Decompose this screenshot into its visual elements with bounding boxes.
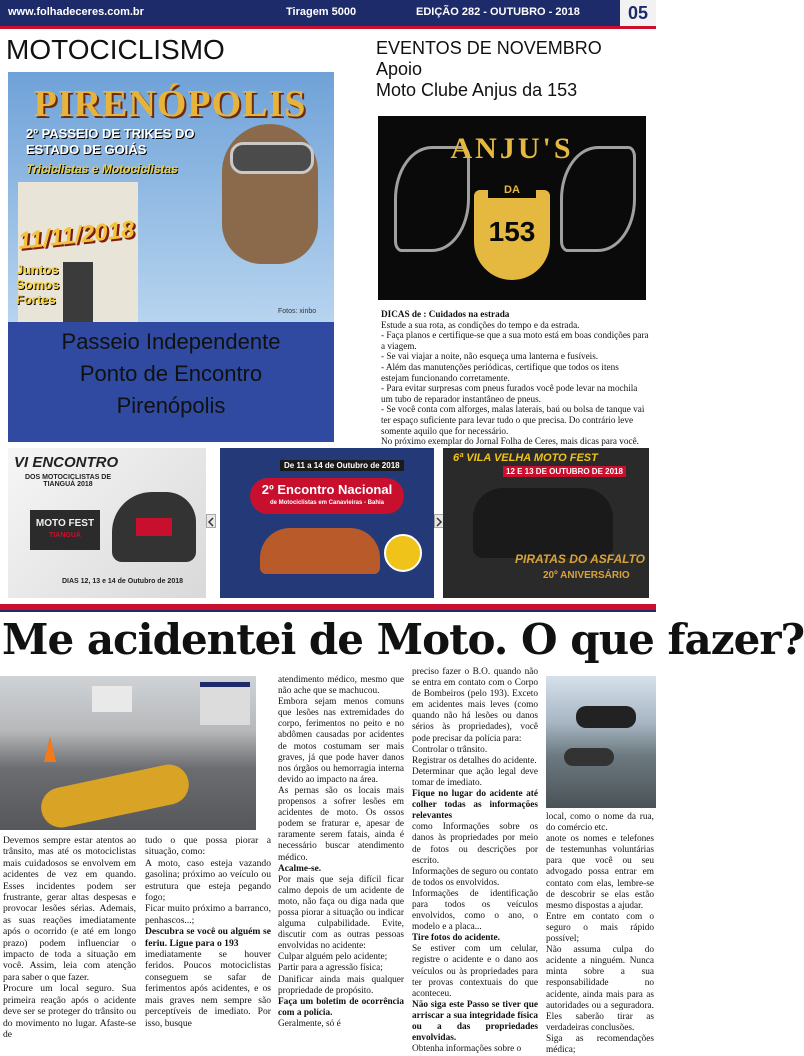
banner2-subtitle: de Motociclistas em Canavieiras - Bahia bbox=[269, 500, 385, 506]
banner3-anniversary: 20º ANIVERSÁRIO bbox=[543, 570, 630, 581]
site-url[interactable]: www.folhadeceres.com.br bbox=[8, 6, 144, 18]
article-paragraph: Siga as recomendações médica; bbox=[546, 1033, 654, 1055]
tips-line: No próximo exemplar do Jornal Folha de Ceres, mais dicas para você. bbox=[381, 436, 639, 447]
article-paragraph: tudo o que possa piorar a situação, como: bbox=[145, 835, 271, 858]
tips-line: Estude a sua rota, as condições do tempo e da estrada. bbox=[381, 319, 580, 330]
police-car-illustration bbox=[200, 682, 250, 725]
poster-info-line-1: Passeio Independente bbox=[61, 329, 281, 354]
article-paragraph: Devemos sempre estar atentos ao trânsito, mas até os motociclistas mais cuidadosos se envolvem em acidentes de vez em quando. Esses incidentes podem ser frustrante, gerar altas despesas e provocar lesões sérias. Ademais, as suas reações imediatamente após o ocorrido (e até em longo prazo) podem influenciar o impacto de toda a situação em você. Assim, leia com atenção para saber o que fazer. bbox=[3, 835, 136, 983]
pirenopolis-poster bbox=[8, 72, 334, 442]
poster-tagline: Triciclistas e Motociclistas bbox=[26, 162, 178, 176]
article-paragraph: Registrar os detalhes do acidente. bbox=[412, 755, 537, 766]
anjus-da: DA bbox=[488, 184, 536, 198]
anjus-name: ANJU'S bbox=[450, 132, 574, 165]
article-column-2 bbox=[145, 835, 271, 1029]
moto-fest-logo-sub: TIANGUÁ bbox=[49, 532, 81, 539]
article-paragraph: preciso fazer o B.O. quando não se entra em contato com o Corpo de Bombeiros (pelo 193). Exceto em acidentes mais leves (como quando não há lesões ou danos sérios às propriedades), você pode precisar da polícia para: bbox=[412, 667, 538, 744]
article-headline: Me acidentei de Moto. O que fazer? bbox=[2, 615, 804, 664]
crashed-bike-illustration bbox=[576, 706, 636, 728]
poster-date: 11/11/2018 bbox=[16, 215, 136, 256]
banner1-subtitle: DOS MOTOCICLISTAS DE TIANGUÁ 2018 bbox=[24, 474, 112, 488]
article-paragraph: Informações de identificação para todos os veículos envolvidos, como o ano, o modelo e a placa... bbox=[412, 888, 538, 933]
article-paragraph: Geralmente, só é bbox=[278, 1018, 341, 1029]
article-paragraph: As pernas são os locais mais propensos a sofrer lesões em acidentes de moto. Os ossos podem se fraturar e, apesar de raramente serem fatais, ainda é necessário buscar atendimento médico. bbox=[278, 785, 404, 863]
banner2-title: 2º Encontro Nacional bbox=[261, 482, 393, 497]
anjus-logo bbox=[378, 116, 646, 300]
header-divider bbox=[0, 26, 656, 29]
poster-title: PIRENÓPOLIS bbox=[33, 83, 307, 125]
chopper-illustration bbox=[260, 528, 380, 574]
fallen-motorcycle-illustration bbox=[37, 761, 192, 831]
article-paragraph: Não assuma culpa do acidente a ninguém. Nunca minta sobre a sua responsabilidade no acidente, ainda mais para as autoridades ou a seguradora. Eles saberão tirar as verdadeiras conclusões. bbox=[546, 945, 654, 1033]
traffic-cone-icon bbox=[44, 736, 56, 762]
article-paragraph: Ficar muito próximo a barranco, penhascos...; bbox=[145, 903, 271, 926]
poster-info-line-3: Pirenópolis bbox=[116, 393, 226, 418]
crashed-bike-photo bbox=[546, 676, 656, 808]
article-column-1 bbox=[3, 835, 136, 1040]
article-paragraph: Culpar alguém pelo acidente; bbox=[278, 952, 388, 963]
car-illustration bbox=[92, 686, 132, 712]
vila-velha-banner bbox=[443, 448, 649, 598]
banner1-title: VI ENCONTRO bbox=[14, 454, 119, 471]
tips-line: - Além das manutenções periódicas, certifique que todos os itens estejam funcionando corretamente. bbox=[381, 361, 619, 383]
bikers-photo bbox=[473, 488, 613, 558]
article-paragraph: A moto, caso esteja vazando gasolina; próximo ao veículo ou estrutura que esteja pegando fogo; bbox=[145, 857, 271, 904]
article-subheading: Faça um boletim de ocorrência com a polícia. bbox=[278, 996, 404, 1018]
canavieiras-banner bbox=[220, 448, 434, 598]
article-paragraph: atendimento médico, mesmo que não ache que se machucou. bbox=[278, 675, 404, 697]
article-column-3 bbox=[278, 675, 404, 1030]
article-paragraph: Informações de seguro ou contato de todos os envolvidos. bbox=[412, 866, 538, 888]
article-paragraph: anote os nomes e telefones de testemunhas voluntárias para que você ou seu advogado possa entrar em contato com elas, lembre-se de descobrir se elas estão mesmo dispostas a ajudar. bbox=[546, 834, 654, 911]
article-paragraph: local, como o nome da rua, do comércio etc. bbox=[546, 812, 654, 834]
carousel-prev-button[interactable] bbox=[206, 514, 216, 528]
chevron-left-icon bbox=[207, 516, 215, 528]
poster-slogan: Juntos Somos Fortes bbox=[16, 262, 60, 307]
article-paragraph: Se estiver com um celular, registre o acidente e o dano aos veículos ou às propriedades para ter provas contextuais do que aconteceu. bbox=[412, 944, 538, 999]
article-subheading: Descubra se você ou alguém se feriu. Ligue para o 193 bbox=[145, 926, 271, 949]
page-number: 05 bbox=[620, 0, 656, 26]
tips-line: - Se você conta com alforges, malas laterais, baú ou bolsa de tanque vai ter espaço suficiente para levar tudo o que precisa. Do contrário leve somente aquilo que for necessário. bbox=[381, 404, 645, 436]
article-paragraph: Partir para a agressão física; bbox=[278, 963, 383, 974]
article-paragraph: Entre em contato com o seguro o mais rápido possível; bbox=[546, 911, 654, 945]
edition-label: EDIÇÃO 282 - OUTUBRO - 2018 bbox=[416, 6, 580, 18]
motorcycle-fairing bbox=[136, 518, 172, 536]
events-heading bbox=[376, 38, 602, 101]
article-column-5 bbox=[546, 812, 654, 1056]
tips-line: - Faça planos e certifique-se que a sua moto está em boas condições para a viagem. bbox=[381, 330, 649, 351]
article-paragraph: Danificar ainda mais qualquer propriedade de propósito. bbox=[278, 974, 404, 996]
article-paragraph: Embora sejam menos comuns que lesões nas extremidades do corpo, ferimentos no peito e no abdômen causadas por acidentes de motos costumam ser mais graves, já que pode haver danos nos órgãos ou hemorragia interna devido ao impacto na área. bbox=[278, 697, 404, 785]
tips-title: DICAS de : Cuidados na estrada bbox=[381, 309, 510, 319]
poster-subtitle: 2º PASSEIO DE TRIKES DO ESTADO DE GOIÁS bbox=[26, 126, 195, 157]
article-paragraph: Controlar o trânsito. bbox=[412, 744, 488, 755]
article-column-4 bbox=[412, 667, 538, 1055]
article-subheading: Não siga este Passo se tiver que arriscar a sua integridade física ou a das propriedades envolvidas. bbox=[412, 999, 538, 1044]
banner3-title: 6ª VILA VELHA MOTO FEST bbox=[453, 452, 598, 464]
article-paragraph: como Informações sobre os danos às propriedades por meio de fotos ou descrições por escrito. bbox=[412, 822, 538, 866]
tips-box bbox=[381, 309, 649, 447]
accident-road-photo bbox=[0, 676, 256, 830]
moto-fest-logo-text: MOTO FEST bbox=[35, 518, 95, 529]
article-subheading: Fique no lugar do acidente até colher todas as informações relevantes bbox=[412, 789, 538, 822]
events-line-3: Moto Clube Anjus da 153 bbox=[376, 80, 578, 100]
banner3-subtitle: PIRATAS DO ASFALTO bbox=[515, 552, 646, 566]
header-bar bbox=[0, 0, 656, 26]
article-paragraph: Procure um local seguro. Sua primeira reação após o acidente deve ser se proteger do trânsito ou do movimento no lugar. Afaste-se de bbox=[3, 983, 136, 1040]
article-paragraph: Determinar que ação legal deve tomar de imediato. bbox=[412, 766, 538, 788]
tips-line: - Se vai viajar a noite, não esqueça uma lanterna e fusíveis. bbox=[381, 351, 599, 362]
article-subheading: Tire fotos do acidente. bbox=[412, 933, 500, 944]
anjus-number: 153 bbox=[488, 216, 536, 247]
banner1-date: DIAS 12, 13 e 14 de Outubro de 2018 bbox=[62, 578, 183, 585]
events-line-2: Apoio bbox=[376, 59, 423, 79]
section-title: MOTOCICLISMO bbox=[6, 34, 225, 65]
poster-credit: Fotos: xinbo bbox=[278, 308, 317, 315]
section-divider-navy bbox=[0, 610, 656, 612]
print-run: Tiragem 5000 bbox=[286, 6, 357, 18]
tiangua-banner bbox=[8, 448, 206, 598]
tips-line: - Para evitar surpresas com pneus furados você pode levar na mochila um tubo de reparador instantâneo de pneus. bbox=[381, 383, 638, 404]
article-paragraph: Por mais que seja difícil ficar calmo depois de um acidente de moto, não faça ou diga nada que possa piorar a situação ou indicar alguma culpabilidade. Evite, discutir com as outras pessoas envolvidas no acidente: bbox=[278, 874, 404, 952]
article-paragraph: imediatamente se houver feridos. Poucos motociclistas conseguem se safar de ferimentos após acidentes, e os mais graves nem sempre são perceptíveis de imediato. Por isso, busque bbox=[145, 949, 271, 1029]
poster-info-line-2: Ponto de Encontro bbox=[79, 361, 263, 386]
banner2-date: De 11 a 14 de Outubro de 2018 bbox=[280, 460, 404, 471]
chevron-right-icon bbox=[435, 516, 443, 528]
events-line-1: EVENTOS DE NOVEMBRO bbox=[376, 38, 602, 58]
debris-illustration bbox=[564, 748, 614, 766]
banner3-date: 12 E 13 DE OUTUBRO DE 2018 bbox=[503, 466, 626, 477]
article-subheading: Acalme-se. bbox=[278, 863, 322, 874]
club-emblem-icon bbox=[384, 534, 422, 572]
article-paragraph: Obtenha informações sobre o bbox=[412, 1044, 522, 1055]
moto-fest-logo bbox=[30, 510, 100, 550]
